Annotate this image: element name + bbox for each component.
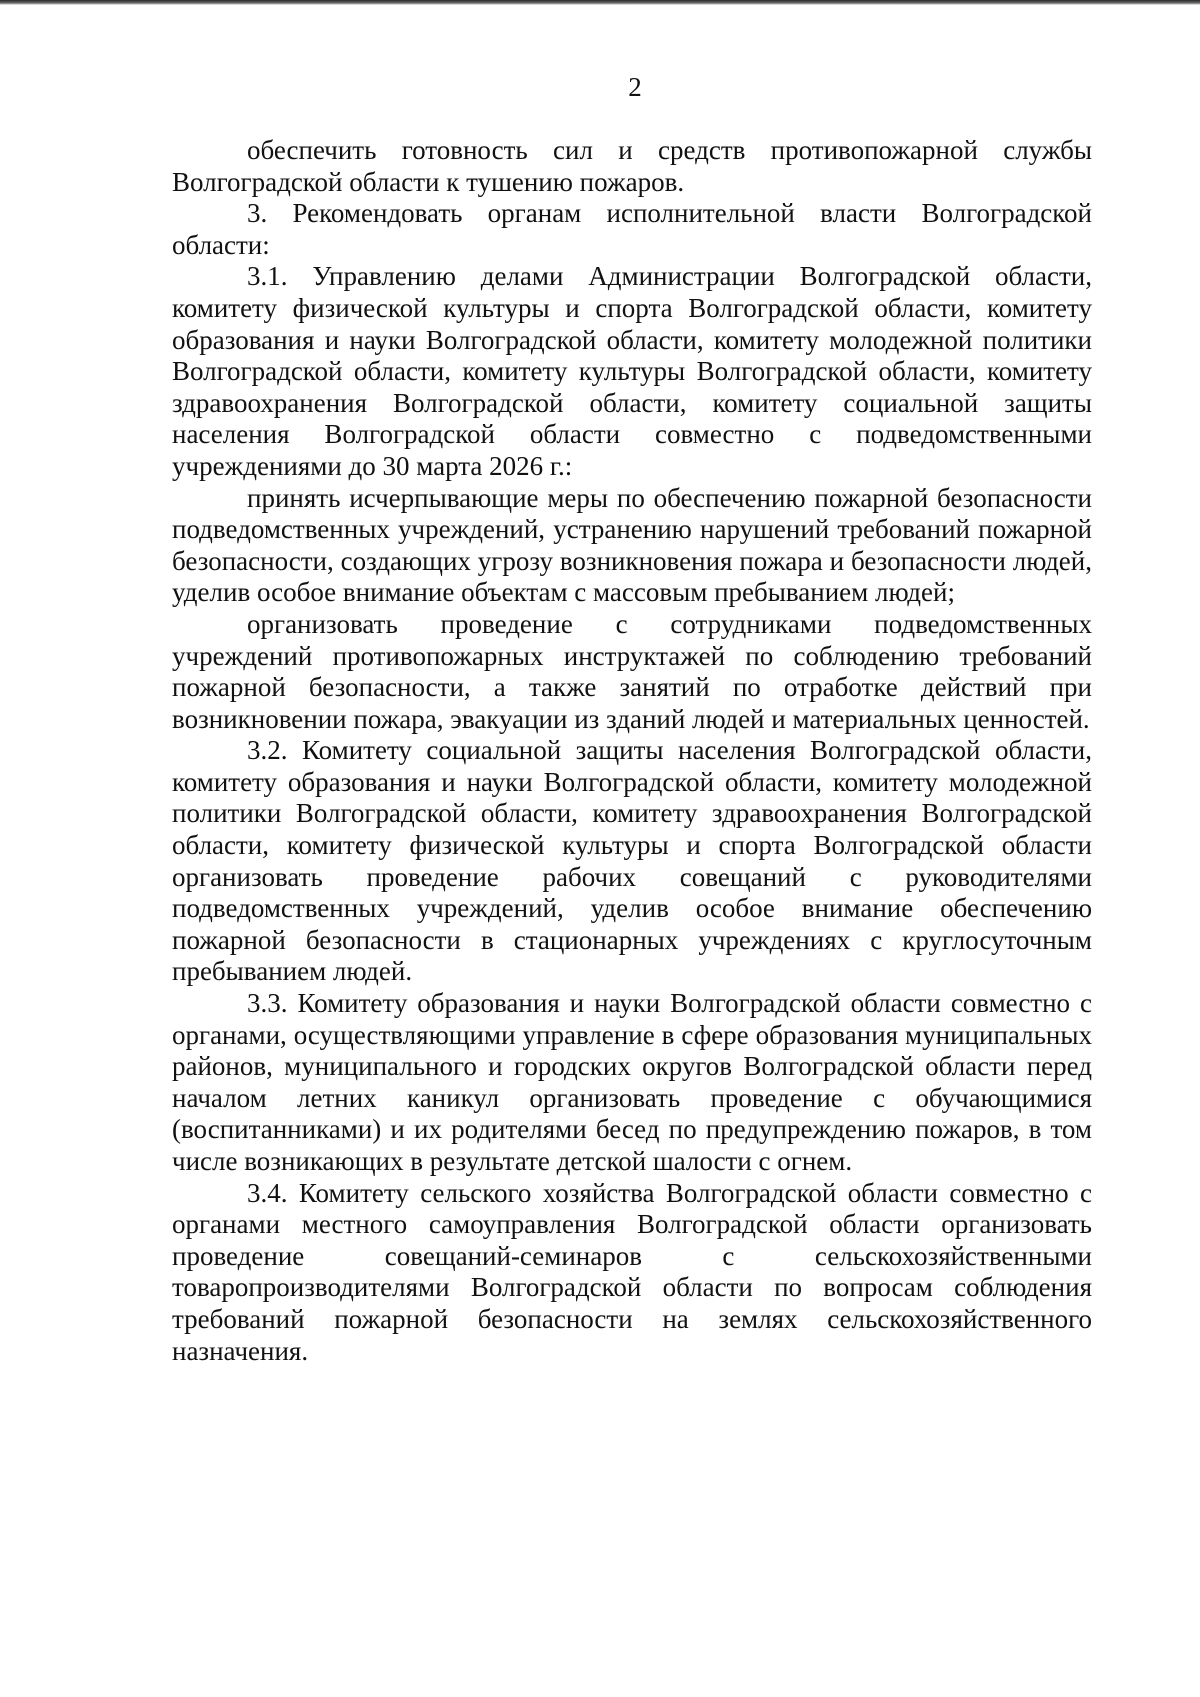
paragraph-item-3-2: 3.2. Комитету социальной защиты населения Волгоградской области, комитету образования и науки Волгоградской области, комитету молодежной политики Волгоградской области, комитету здравоохранения Волгоградской области, комитету физической культуры и спорта Волгоградской области организовать проведение рабочих совещаний с руководителями подведомственных учреждений, уделив особое внимание обеспечению пожарной безопасности в стационарных учреждениях с круглосуточным пребыванием людей. bbox=[172, 735, 1092, 987]
page-number: 2 bbox=[628, 72, 642, 102]
paragraph-item-3-3: 3.3. Комитету образования и науки Волгоградской области совместно с органами, осуществляющими управление в сфере образования муниципальных районов, муниципального и городских округов Волгоградской области перед началом летних каникул организовать проведение с обучающимися (воспитанниками) и их родителями бесед по предупреждению пожаров, в том числе возникающих в результате детской шалости с огнем. bbox=[172, 988, 1092, 1176]
paragraph-continuation: обеспечить готовность сил и средств противопожарной службы Волгоградской области к тушению пожаров. bbox=[172, 135, 1092, 197]
paragraph-item-3-1: 3.1. Управлению делами Администрации Волгоградской области, комитету физической культуры и спорта Волгоградской области, комитету образования и науки Волгоградской области, комитету молодежной политики Волгоградской области, комитету культуры Волгоградской области, комитету здравоохранения Волгоградской области, комитету социальной защиты населения Волгоградской области совместно с подведомственными учреждениями до 30 марта 2026 г.: bbox=[172, 261, 1092, 481]
scan-top-edge bbox=[0, 0, 1200, 5]
paragraph-item-3-4: 3.4. Комитету сельского хозяйства Волгоградской области совместно с органами местного самоуправления Волгоградской области организовать проведение совещаний-семинаров с сельскохозяйственными товаропроизводителями Волгоградской области по вопросам соблюдения требований пожарной безопасности на землях сельскохозяйственного назначения. bbox=[172, 1177, 1092, 1366]
paragraph-measures: принять исчерпывающие меры по обеспечению пожарной безопасности подведомственных учреждений, устранению нарушений требований пожарной безопасности, создающих угрозу возникновения пожара и безопасности людей, уделив особое внимание объектам с массовым пребыванием людей; bbox=[172, 482, 1092, 608]
document-body bbox=[172, 135, 1092, 1367]
paragraph-item-3: 3. Рекомендовать органам исполнительной власти Волгоградской области: bbox=[172, 198, 1092, 260]
paragraph-briefings: организовать проведение с сотрудниками подведомственных учреждений противопожарных инструктажей по соблюдению требований пожарной безопасности, а также занятий по отработке действий при возникновении пожара, эвакуации из зданий людей и материальных ценностей. bbox=[172, 608, 1092, 734]
